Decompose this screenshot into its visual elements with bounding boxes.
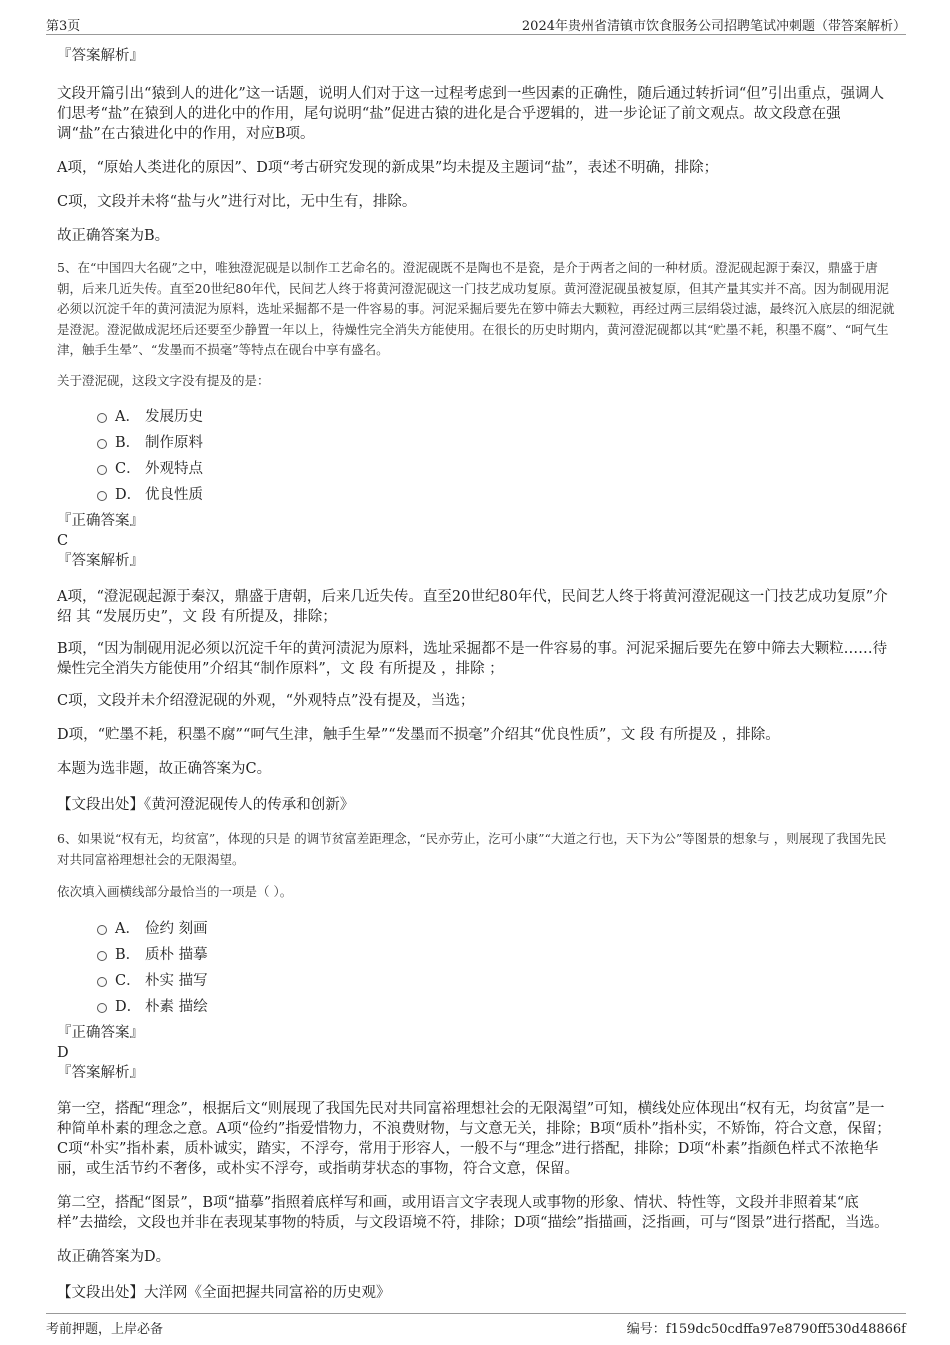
option-d[interactable]: D． 朴素 描绘 xyxy=(57,997,895,1023)
page-content xyxy=(57,42,895,1303)
page-number: 第3页 xyxy=(46,19,81,34)
analysis-paragraph: A项，“原始人类进化的原因”、D项“考古研究发现的新成果”均未提及主题词“盐”，表述不明确，排除； xyxy=(57,160,719,176)
analysis-paragraph: B项，“因为制砚用泥必须以沉淀千年的黄河渍泥为原料，选址采掘都不是一件容易的事。河泥采掘后要先在箩中筛去大颗粒……待燥性完全消失方能使用”介绍其“制作原料”，文 段 有所提及 ，排除 ； xyxy=(57,641,888,677)
answer-label: 『正确答案』 xyxy=(57,1024,144,1041)
answer-label: 『正确答案』 xyxy=(57,513,144,529)
radio-button[interactable] xyxy=(97,925,107,935)
analysis-label: 『答案解析』 xyxy=(57,1064,144,1081)
options-list xyxy=(57,919,895,1023)
question-prompt: 依次填入画横线部分最恰当的一项是（ ）。 xyxy=(57,884,293,899)
options-list xyxy=(57,407,895,511)
analysis-paragraph: 第二空，搭配“图景”，B项“描摹”指照着底样写和画，或用语言文字表现人或事物的形象、情状、特性等，文段并非照着某“底样”去描绘，文段也并非在表现某事物的特质，与文段语境不符，排除；D项“描绘”指描画，泛指画，可与“图景”进行搭配，当选。 xyxy=(57,1194,889,1231)
analysis-paragraph: 文段开篇引出“猿到人的进化”这一话题，说明人们对于这一过程考虑到一些因素的正确性，随后通过转折词“但”引出重点，强调人们思考“盐”在猿到人的进化中的作用，尾句说明“盐”促进古猿的进化是合乎逻辑的，进一步论证了前文观点。故文段意在强调“盐”在古猿进化中的作用，对应B项。 xyxy=(57,86,885,142)
radio-button[interactable] xyxy=(97,977,107,987)
source-citation: 【文段出处】《黄河澄泥砚传人的传承和创新》 xyxy=(57,797,355,813)
option-c[interactable]: C． 朴实 描写 xyxy=(57,971,895,997)
radio-button[interactable] xyxy=(97,465,107,475)
page-header xyxy=(46,12,906,35)
analysis-paragraph: A项，“澄泥砚起源于秦汉，鼎盛于唐朝，后来几近失传。直至20世纪80年代，民间艺人终于将黄河澄泥砚这一门技艺成功复原”介绍 其 “发展历史”，文 段 有所提及，排除； xyxy=(57,589,888,625)
option-c[interactable]: C． 外观特点 xyxy=(57,459,895,485)
radio-button[interactable] xyxy=(97,1003,107,1013)
question-text: 5、在“中国四大名砚”之中，唯独澄泥砚是以制作工艺命名的。澄泥砚既不是陶也不是瓷，是介于两者之间的一种材质。澄泥砚起源于秦汉，鼎盛于唐朝，后来几近失传。直至20世纪80年代，民间艺人终于将黄河澄泥砚这一门技艺成功复原。黄河澄泥砚虽被复原，但其产量其实并不高。因为制砚用泥必须以沉淀千年的黄河渍泥为原料，选址采掘都不是一件容易的事。河泥采掘后要先在箩中筛去大颗粒，再经过两三层绢袋过滤，最终沉入底层的细泥就是澄泥。澄泥做成泥坯后还要至少静置一年以上，待燥性完全消失方能使用。在很长的历史时期内，黄河澄泥砚都以其“贮墨不耗，积墨不腐”、“呵气生津，触手生晕”、“发墨而不损毫”等特点在砚台中享有盛名。 xyxy=(57,260,895,357)
analysis-paragraph: C项，文段并未将“盐与火”进行对比，无中生有，排除。 xyxy=(57,194,417,210)
option-d[interactable]: D． 优良性质 xyxy=(57,485,895,511)
correct-answer: D xyxy=(57,1044,69,1061)
option-a[interactable]: A． 俭约 刻画 xyxy=(57,919,895,945)
analysis-label: 『答案解析』 xyxy=(57,553,144,569)
analysis-paragraph: C项，文段并未介绍澄泥砚的外观，“外观特点”没有提及，当选； xyxy=(57,693,475,709)
analysis-paragraph: 第一空，搭配“理念”，根据后文“则展现了我国先民对共同富裕理想社会的无限渴望”可知，横线处应体现出“权有无，均贫富”是一种简单朴素的理念之意。A项“俭约”指爱惜物力，不浪费财物，与文意无关，排除；B项“质朴”指朴实，不矫饰，符合文意，保留；C项“朴实”指朴素，质朴诚实，踏实，不浮夸，常用于形容人，一般不与“理念”进行搭配，排除；D项“朴素”指颜色样式不浓艳华丽，或生活节约不奢侈，或朴实不浮夸，或指萌芽状态的事物，符合文意，保留。 xyxy=(57,1100,891,1177)
analysis-label: 『答案解析』 xyxy=(57,48,144,64)
option-a[interactable]: A． 发展历史 xyxy=(57,407,895,433)
answer-conclusion: 故正确答案为D。 xyxy=(57,1248,171,1265)
radio-button[interactable] xyxy=(97,439,107,449)
page-footer xyxy=(46,1313,906,1336)
question-text: 6、如果说“权有无，均贫富”，体现的只是 的调节贫富差距理念，“民亦劳止，汔可小康”“大道之行也，天下为公”等图景的想象与 ，则展现了我国先民对共同富裕理想社会的无限渴望。 xyxy=(57,831,887,867)
radio-button[interactable] xyxy=(97,491,107,501)
source-citation: 【文段出处】大洋网《全面把握共同富裕的历史观》 xyxy=(57,1284,391,1301)
option-b[interactable]: B． 制作原料 xyxy=(57,433,895,459)
document-title: 2024年贵州省清镇市饮食服务公司招聘笔试冲刺题（带答案解析） xyxy=(521,19,906,34)
answer-conclusion: 本题为选非题，故正确答案为C。 xyxy=(57,761,272,777)
document-id: 编号：f159dc50cdffa97e8790ff530d48866f xyxy=(626,1322,906,1337)
question-prompt: 关于澄泥砚，这段文字没有提及的是： xyxy=(57,372,270,388)
correct-answer: C xyxy=(57,533,69,549)
footer-slogan: 考前押题，上岸必备 xyxy=(46,1322,164,1337)
analysis-paragraph: D项，“贮墨不耗，积墨不腐”“呵气生津，触手生晕”“发墨而不损毫”介绍其“优良性质”，文 段 有所提及 ，排除。 xyxy=(57,727,780,743)
radio-button[interactable] xyxy=(97,951,107,961)
answer-conclusion: 故正确答案为B。 xyxy=(57,228,170,244)
option-b[interactable]: B． 质朴 描摹 xyxy=(57,945,895,971)
radio-button[interactable] xyxy=(97,413,107,423)
